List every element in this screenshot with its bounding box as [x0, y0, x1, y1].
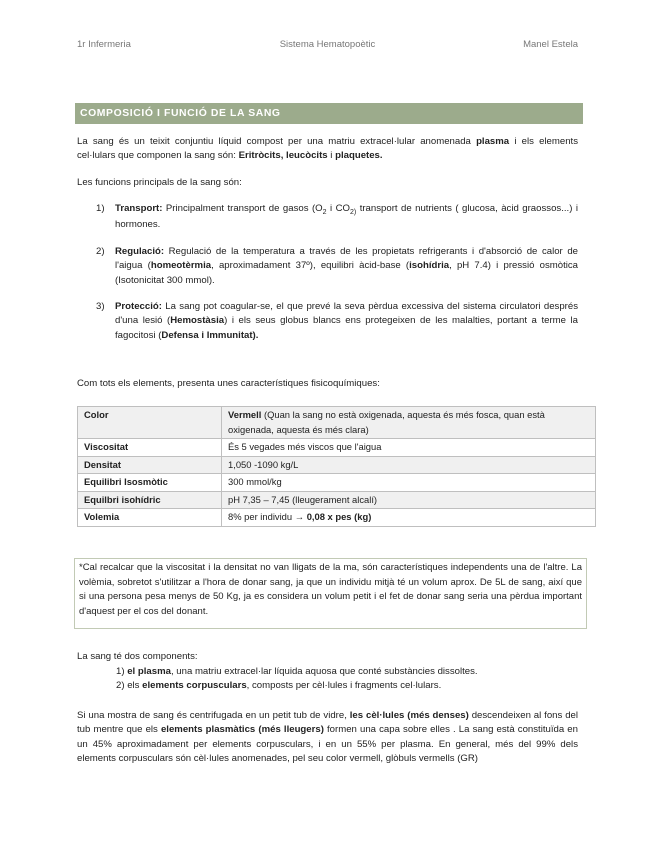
table-row: [78, 456, 596, 474]
functions-intro: Les funcions principals de la sang són:: [77, 177, 242, 188]
components-intro: La sang té dos components:: [77, 651, 198, 662]
row-value: 1,050 -1090 kg/L: [222, 456, 596, 474]
header-topic: Sistema Hematopoètic: [279, 39, 376, 50]
row-value: pH 7,35 – 7,45 (lleugerament alcalí): [222, 491, 596, 509]
row-value: 300 mmol/kg: [222, 474, 596, 492]
row-value: És 5 vegades més viscos que l'aigua: [222, 439, 596, 457]
header-author: Manel Estela: [523, 39, 578, 50]
header-course: 1r Infermeria: [77, 39, 131, 50]
row-value: Vermell (Quan la sang no està oxigenada, aquesta és més fosca, quan està oxigenada, aquesta és més clara): [222, 407, 596, 439]
functions-list: [96, 202, 578, 355]
row-label: Equilibri Isosmòtic: [78, 474, 222, 492]
properties-intro: Com tots els elements, presenta unes característiques fisicoquímiques:: [77, 378, 380, 389]
final-paragraph: Si una mostra de sang és centrifugada en un petit tub de vidre, les cèl·lules (més denses) descendeixen al fons del tub mentre que els elements plasmàtics (més lleugers) formen una capa sobre elles . La sang està constituïda en un 45% aproximadament per elements corpusculars, i en un 55% per plasma. En general, més del 99% dels elements corpusculars són cèl·lules anomenades, pel seu color vermell, glòbuls vermells (GR): [77, 710, 578, 765]
function-item-transport: 1) Transport: Principalment transport de gasos ($O_2$ i $CO_{2)}$ transport de nutrients ( glucosa, àcid graossos...) i hormones.: [96, 203, 578, 231]
row-label: Densitat: [78, 456, 222, 474]
section-title: COMPOSICIÓ I FUNCIÓ DE LA SANG: [75, 103, 583, 124]
table-row: [78, 407, 596, 439]
page-header: [77, 38, 578, 52]
list-item: 1) el plasma, una matriu extracel·lar líquida aquosa que conté substàncies dissoltes.: [116, 666, 478, 677]
table-row: [78, 439, 596, 457]
components-list: [116, 665, 576, 694]
table-row: [78, 509, 596, 527]
intro-paragraph: La sang és un teixit conjuntiu líquid compost per una matriu extracel·lular anomenada plasma i els elements cel·lulars que componen la sang són: Eritròcits, leucòcits i plaquetes.: [77, 136, 579, 162]
list-item: 2) els elements corpusculars, composts per cèl·lules i fragments cel·lulars.: [116, 680, 442, 692]
table-row: [78, 474, 596, 492]
row-value: 8% per individu → 0,08 x pes (kg): [222, 509, 596, 527]
note-box: *Cal recalcar que la viscositat i la densitat no van lligats de la ma, són característiques independents una de l'altre. La volèmia, sobretot s'utilitzar a l'hora de donar sang, ja que un individu mitjà té un volum aprox. De 5L de sang, així que si una persona pesa menys de 50 Kg, ja es considera un volum petit i el fet de donar sang seria una pèrdua important d'aquest per el cos del donant.: [74, 558, 587, 629]
function-item-proteccio: 3) Protecció: La sang pot coagular-se, el que prevé la seva pèrdua excessiva del sistema circulatori després d'una lesió (Hemostàsia) i els seus globus blancs ens protegeixen de les malalties, portant a terme la fagocitosi (Defensa i Immunitat).: [96, 300, 578, 341]
row-label: Viscositat: [78, 439, 222, 457]
row-label: Equilbri isohídric: [78, 491, 222, 509]
properties-table: [77, 406, 596, 527]
function-item-regulacio: 2) Regulació: Regulació de la temperatura a través de les propietats refrigerants i d'absorció de calor de l'aigua (homeotèrmia, aproximadament 37º), equilibri àcid-base (isohídria, pH 7.4) i pressió osmòtica (Isotonicitat 300 mmol).: [96, 245, 578, 286]
table-row: [78, 491, 596, 509]
row-label: Volemia: [78, 509, 222, 527]
row-label: Color: [78, 407, 222, 439]
